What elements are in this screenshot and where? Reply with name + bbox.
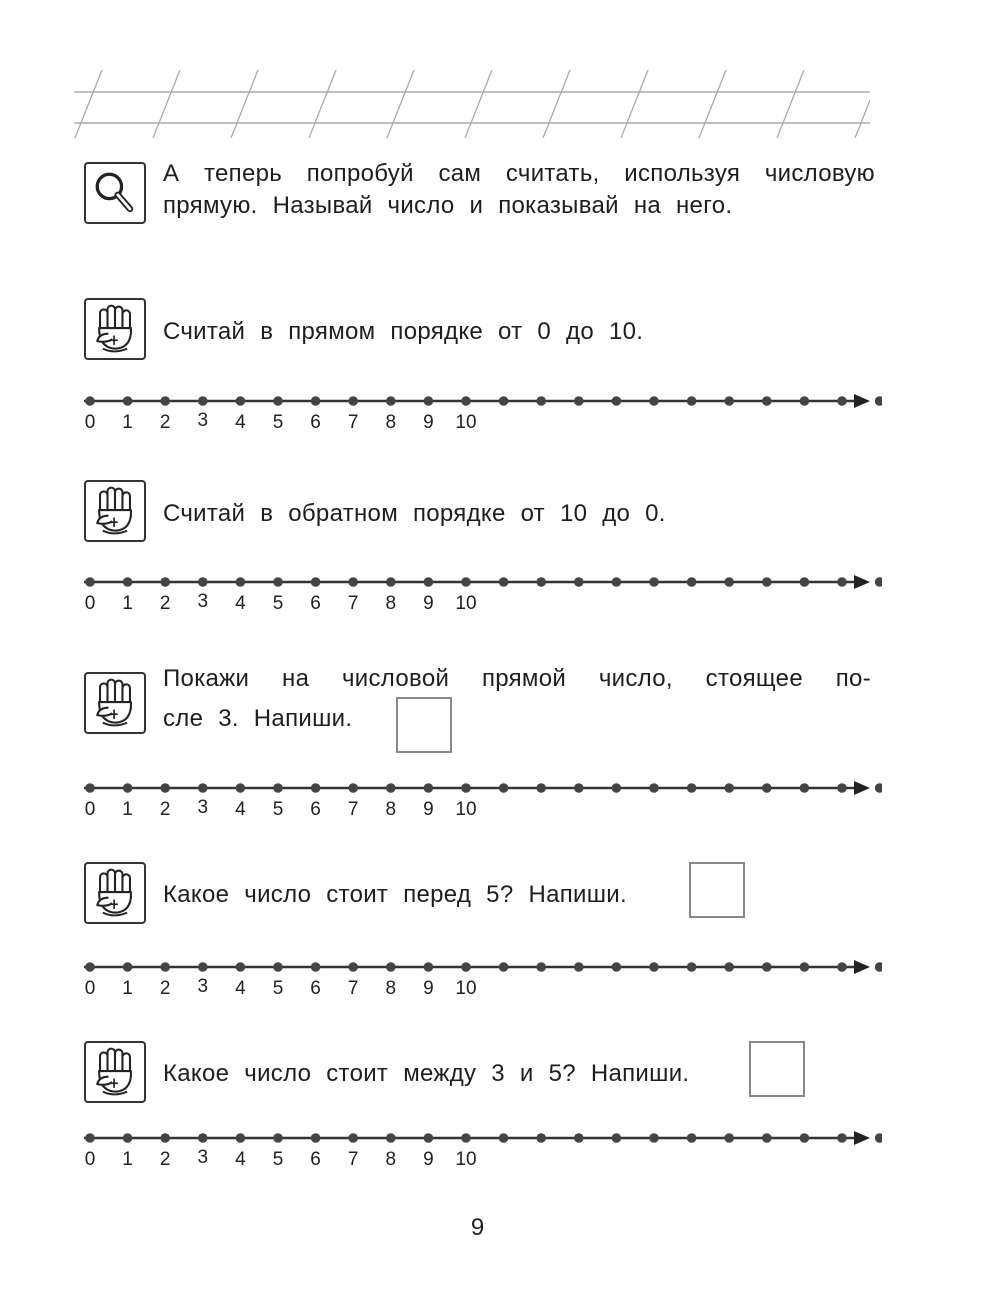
tick-label: 5 bbox=[272, 978, 284, 999]
number-point bbox=[424, 962, 434, 972]
number-point bbox=[273, 577, 283, 587]
task-3-line-2: сле 3. Напиши. bbox=[163, 705, 353, 732]
number-point bbox=[762, 783, 772, 793]
answer-box-1[interactable] bbox=[396, 697, 452, 753]
number-point bbox=[612, 396, 622, 406]
task-4-text: Какое число стоит перед 5? Напиши. bbox=[163, 881, 627, 908]
number-point bbox=[348, 1133, 358, 1143]
number-point bbox=[649, 396, 659, 406]
number-point bbox=[687, 783, 697, 793]
tick-label: 8 bbox=[385, 593, 397, 614]
number-point bbox=[724, 783, 734, 793]
number-point bbox=[123, 577, 133, 587]
number-point bbox=[424, 396, 434, 406]
number-point bbox=[461, 783, 471, 793]
number-point bbox=[687, 1133, 697, 1143]
number-point bbox=[311, 396, 321, 406]
number-point bbox=[236, 962, 246, 972]
number-point bbox=[800, 396, 810, 406]
number-point bbox=[198, 396, 208, 406]
number-point bbox=[536, 783, 546, 793]
tick-label: 4 bbox=[235, 1149, 246, 1170]
tick-label: 8 bbox=[385, 978, 397, 999]
number-point bbox=[461, 1133, 471, 1143]
tick-label: 3 bbox=[197, 591, 209, 612]
number-point bbox=[687, 577, 697, 587]
number-line-1 bbox=[82, 390, 882, 440]
number-point bbox=[649, 783, 659, 793]
tick-label: 3 bbox=[197, 1147, 209, 1168]
number-point bbox=[574, 396, 584, 406]
number-point bbox=[160, 962, 170, 972]
number-point bbox=[273, 1133, 283, 1143]
number-point bbox=[311, 962, 321, 972]
magnifier-icon bbox=[84, 162, 146, 224]
tick-label: 7 bbox=[347, 1149, 359, 1170]
number-point bbox=[800, 1133, 810, 1143]
intro-line-2: прямую. Называй число и показывай на него. bbox=[163, 192, 733, 219]
hand-icon bbox=[84, 672, 146, 734]
number-point bbox=[85, 396, 95, 406]
number-point bbox=[724, 577, 734, 587]
number-point bbox=[875, 1133, 882, 1143]
number-point bbox=[612, 783, 622, 793]
number-point bbox=[499, 783, 509, 793]
tick-label: 7 bbox=[347, 978, 359, 999]
number-line-3 bbox=[82, 777, 882, 827]
number-line-2 bbox=[82, 571, 882, 621]
tick-label: 2 bbox=[159, 1149, 171, 1170]
tick-label: 6 bbox=[310, 1149, 321, 1170]
number-point bbox=[311, 783, 321, 793]
hand-icon bbox=[84, 1041, 146, 1103]
tick-label: 5 bbox=[272, 799, 284, 820]
tick-label: 0 bbox=[84, 1149, 96, 1170]
tick-label: 1 bbox=[122, 978, 133, 999]
handwriting-guide bbox=[74, 70, 870, 140]
number-point bbox=[386, 577, 396, 587]
number-point bbox=[85, 577, 95, 587]
number-point bbox=[762, 962, 772, 972]
number-point bbox=[461, 577, 471, 587]
task-3-line-1: Покажи на числовой прямой число, стоящее по- bbox=[163, 665, 871, 692]
tick-label: 2 bbox=[159, 978, 171, 999]
number-point bbox=[612, 962, 622, 972]
number-point bbox=[160, 577, 170, 587]
page-number: 9 bbox=[470, 1214, 485, 1241]
number-point bbox=[536, 396, 546, 406]
tick-label: 9 bbox=[423, 978, 434, 999]
tick-label: 10 bbox=[455, 593, 477, 614]
number-point bbox=[348, 577, 358, 587]
number-point bbox=[85, 1133, 95, 1143]
tick-label: 1 bbox=[122, 1149, 133, 1170]
number-point bbox=[762, 396, 772, 406]
tick-label: 2 bbox=[159, 593, 171, 614]
number-point bbox=[348, 783, 358, 793]
number-point bbox=[536, 962, 546, 972]
task-5-text: Какое число стоит между 3 и 5? Напиши. bbox=[163, 1060, 690, 1087]
number-point bbox=[875, 396, 882, 406]
number-point bbox=[837, 1133, 847, 1143]
number-point bbox=[612, 577, 622, 587]
tick-label: 10 bbox=[455, 799, 477, 820]
number-point bbox=[762, 1133, 772, 1143]
number-point bbox=[198, 577, 208, 587]
number-point bbox=[311, 1133, 321, 1143]
tick-label: 0 bbox=[84, 799, 96, 820]
number-point bbox=[800, 783, 810, 793]
number-point bbox=[236, 396, 246, 406]
tick-label: 0 bbox=[84, 593, 96, 614]
tick-label: 7 bbox=[347, 799, 359, 820]
tick-label: 8 bbox=[385, 412, 397, 433]
number-point bbox=[649, 1133, 659, 1143]
number-point bbox=[236, 783, 246, 793]
number-point bbox=[273, 396, 283, 406]
hand-icon bbox=[84, 298, 146, 360]
number-point bbox=[837, 962, 847, 972]
number-point bbox=[85, 962, 95, 972]
tick-label: 1 bbox=[122, 412, 133, 433]
number-point bbox=[724, 1133, 734, 1143]
tick-label: 5 bbox=[272, 1149, 284, 1170]
number-point bbox=[837, 577, 847, 587]
number-point bbox=[762, 577, 772, 587]
tick-label: 5 bbox=[272, 593, 284, 614]
number-point bbox=[499, 396, 509, 406]
number-point bbox=[348, 962, 358, 972]
tick-label: 7 bbox=[347, 593, 359, 614]
answer-box-2[interactable] bbox=[689, 862, 745, 918]
number-point bbox=[875, 783, 882, 793]
number-point bbox=[875, 577, 882, 587]
tick-label: 6 bbox=[310, 978, 321, 999]
tick-label: 9 bbox=[423, 593, 434, 614]
number-point bbox=[236, 1133, 246, 1143]
number-point bbox=[386, 396, 396, 406]
arrow-head bbox=[854, 394, 870, 408]
tick-label: 8 bbox=[385, 1149, 397, 1170]
number-point bbox=[724, 962, 734, 972]
tick-label: 4 bbox=[235, 978, 246, 999]
tick-label: 4 bbox=[235, 412, 246, 433]
number-point bbox=[800, 962, 810, 972]
number-point bbox=[386, 1133, 396, 1143]
tick-label: 3 bbox=[197, 410, 209, 431]
arrow-head bbox=[854, 575, 870, 589]
number-point bbox=[461, 962, 471, 972]
number-line-5 bbox=[82, 1127, 882, 1177]
number-point bbox=[198, 1133, 208, 1143]
number-point bbox=[536, 577, 546, 587]
number-point bbox=[424, 783, 434, 793]
number-point bbox=[837, 783, 847, 793]
tick-label: 0 bbox=[84, 412, 96, 433]
number-point bbox=[273, 962, 283, 972]
tick-label: 9 bbox=[423, 412, 434, 433]
number-point bbox=[612, 1133, 622, 1143]
task-3-text bbox=[163, 663, 871, 735]
number-point bbox=[198, 962, 208, 972]
task-1-text: Считай в прямом порядке от 0 до 10. bbox=[163, 318, 644, 345]
tick-label: 1 bbox=[122, 799, 133, 820]
number-point bbox=[461, 396, 471, 406]
number-point bbox=[724, 396, 734, 406]
task-2-text: Считай в обратном порядке от 10 до 0. bbox=[163, 500, 666, 527]
tick-label: 6 bbox=[310, 799, 321, 820]
number-point bbox=[536, 1133, 546, 1143]
tick-label: 6 bbox=[310, 412, 321, 433]
number-point bbox=[424, 577, 434, 587]
number-point bbox=[123, 396, 133, 406]
tick-label: 2 bbox=[159, 799, 171, 820]
number-point bbox=[160, 396, 170, 406]
number-point bbox=[499, 1133, 509, 1143]
tick-label: 9 bbox=[423, 799, 434, 820]
tick-label: 5 bbox=[272, 412, 284, 433]
number-point bbox=[837, 396, 847, 406]
number-point bbox=[424, 1133, 434, 1143]
number-point bbox=[386, 962, 396, 972]
hand-icon bbox=[84, 480, 146, 542]
number-point bbox=[311, 577, 321, 587]
tick-label: 10 bbox=[455, 1149, 477, 1170]
tick-label: 9 bbox=[423, 1149, 434, 1170]
number-point bbox=[574, 783, 584, 793]
tick-label: 1 bbox=[122, 593, 133, 614]
number-point bbox=[574, 577, 584, 587]
tick-label: 7 bbox=[347, 412, 359, 433]
answer-box-3[interactable] bbox=[749, 1041, 805, 1097]
tick-label: 4 bbox=[235, 593, 246, 614]
tick-label: 0 bbox=[84, 978, 96, 999]
tick-label: 4 bbox=[235, 799, 246, 820]
number-point bbox=[123, 1133, 133, 1143]
tick-label: 3 bbox=[197, 976, 209, 997]
number-point bbox=[160, 1133, 170, 1143]
number-point bbox=[198, 783, 208, 793]
number-point bbox=[649, 577, 659, 587]
number-point bbox=[875, 962, 882, 972]
number-point bbox=[649, 962, 659, 972]
number-point bbox=[123, 783, 133, 793]
number-point bbox=[499, 962, 509, 972]
arrow-head bbox=[854, 1131, 870, 1145]
tick-label: 6 bbox=[310, 593, 321, 614]
tick-label: 3 bbox=[197, 797, 209, 818]
intro-line-1: А теперь попробуй сам считать, используя числовую bbox=[163, 160, 875, 187]
number-point bbox=[85, 783, 95, 793]
number-point bbox=[273, 783, 283, 793]
number-point bbox=[236, 577, 246, 587]
arrow-head bbox=[854, 781, 870, 795]
tick-label: 10 bbox=[455, 412, 477, 433]
number-point bbox=[687, 396, 697, 406]
arrow-head bbox=[854, 960, 870, 974]
number-point bbox=[386, 783, 396, 793]
tick-label: 2 bbox=[159, 412, 171, 433]
number-point bbox=[687, 962, 697, 972]
number-point bbox=[160, 783, 170, 793]
intro-text bbox=[163, 158, 875, 222]
number-point bbox=[348, 396, 358, 406]
hand-icon bbox=[84, 862, 146, 924]
tick-label: 10 bbox=[455, 978, 477, 999]
number-point bbox=[800, 577, 810, 587]
number-line-4 bbox=[82, 956, 882, 1006]
number-point bbox=[574, 962, 584, 972]
number-point bbox=[499, 577, 509, 587]
number-point bbox=[123, 962, 133, 972]
tick-label: 8 bbox=[385, 799, 397, 820]
number-point bbox=[574, 1133, 584, 1143]
